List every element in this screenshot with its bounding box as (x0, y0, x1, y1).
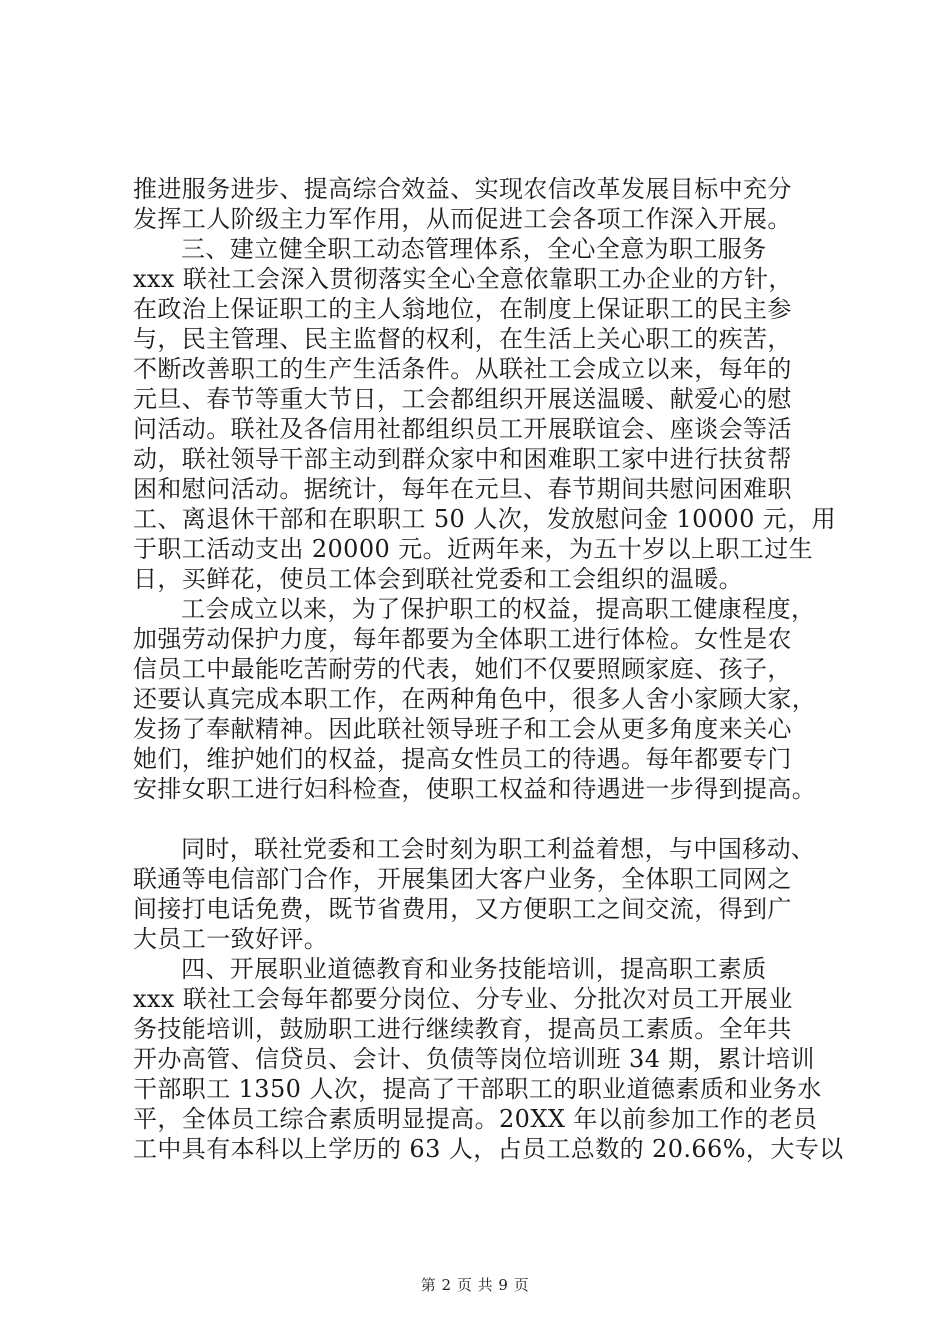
text-line: 间接打电话免费，既节省费用，又方便职工之间交流，得到广 (133, 895, 792, 923)
text-line: 安排女职工进行妇科检查，使职工权益和待遇进一步得到提高。 (133, 775, 817, 803)
page-number-footer: 第 2 页 共 9 页 (420, 1276, 530, 1294)
text-line: xxx 联社工会每年都要分岗位、分专业、分批次对员工开展业 (133, 985, 793, 1013)
text-line: 在政治上保证职工的主人翁地位，在制度上保证职工的民主参 (133, 295, 792, 323)
text-line: 干部职工 1350 人次，提高了干部职工的职业道德素质和业务水 (133, 1075, 822, 1103)
paragraph-start: 同时，联社党委和工会时刻为职工利益着想，与中国移动、 (181, 835, 816, 863)
text-line: 联通等电信部门合作，开展集团大客户业务，全体职工同网之 (133, 865, 792, 893)
text-line: 日，买鲜花，使员工体会到联社党委和工会组织的温暖。 (133, 565, 743, 593)
paragraph-gap (133, 804, 833, 834)
text-line: 信员工中最能吃苦耐劳的代表，她们不仅要照顾家庭、孩子， (133, 655, 792, 683)
text-line: 加强劳动保护力度，每年都要为全体职工进行体检。女性是农 (133, 625, 792, 653)
text-line: 困和慰问活动。据统计，每年在元旦、春节期间共慰问困难职 (133, 475, 792, 503)
text-line: 动，联社领导干部主动到群众家中和困难职工家中进行扶贫帮 (133, 445, 792, 473)
text-line: 元旦、春节等重大节日，工会都组织开展送温暖、献爱心的慰 (133, 385, 792, 413)
text-line: 还要认真完成本职工作，在两种角色中，很多人舍小家顾大家， (133, 685, 817, 713)
section-heading: 三、建立健全职工动态管理体系，全心全意为职工服务 (181, 235, 767, 263)
text-line: 于职工活动支出 20000 元。近两年来，为五十岁以上职工过生 (133, 535, 814, 563)
text-line: 不断改善职工的生产生活条件。从联社工会成立以来，每年的 (133, 355, 792, 383)
text-line: 工、离退休干部和在职职工 50 人次，发放慰问金 10000 元，用 (133, 505, 837, 533)
text-line: 推进服务进步、提高综合效益、实现农信改革发展目标中充分 (133, 175, 792, 203)
text-line: 问活动。联社及各信用社都组织员工开展联谊会、座谈会等活 (133, 415, 792, 443)
text-line: 开办高管、信贷员、会计、负债等岗位培训班 34 期，累计培训 (133, 1045, 815, 1073)
text-line: 她们，维护她们的权益，提高女性员工的待遇。每年都要专门 (133, 745, 792, 773)
text-line: xxx 联社工会深入贯彻落实全心全意依靠职工办企业的方针， (133, 265, 793, 293)
text-line: 务技能培训，鼓励职工进行继续教育，提高员工素质。全年共 (133, 1015, 792, 1043)
paragraph-start: 工会成立以来，为了保护职工的权益，提高职工健康程度， (181, 595, 816, 623)
text-line: 工中具有本科以上学历的 63 人，占员工总数的 20.66%，大专以 (133, 1135, 844, 1163)
text-line: 平，全体员工综合素质明显提高。20XX 年以前参加工作的老员 (133, 1105, 818, 1133)
text-line: 大员工一致好评。 (133, 925, 329, 953)
text-line: 发扬了奉献精神。因此联社领导班子和工会从更多角度来关心 (133, 715, 792, 743)
text-line: 与，民主管理、民主监督的权利，在生活上关心职工的疾苦， (133, 325, 792, 353)
document-body (133, 174, 844, 1164)
section-heading: 四、开展职业道德教育和业务技能培训，提高职工素质 (181, 955, 767, 983)
text-line: 发挥工人阶级主力军作用，从而促进工会各项工作深入开展。 (133, 205, 792, 233)
